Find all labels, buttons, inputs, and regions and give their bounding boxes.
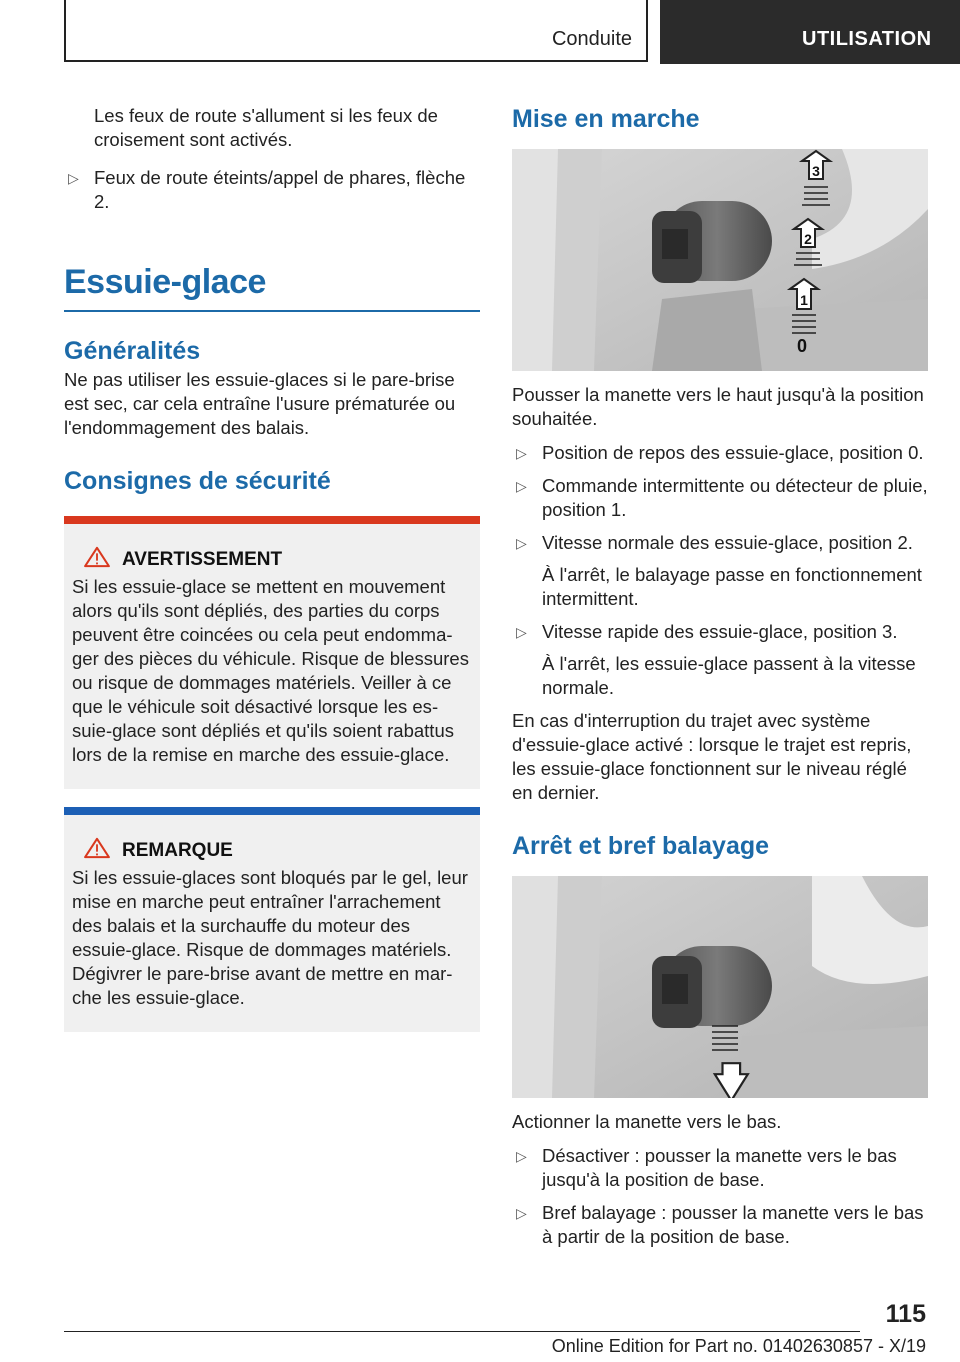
fig-label-3: 3 (812, 163, 820, 179)
fig-label-0: 0 (796, 336, 808, 356)
left-column (64, 104, 480, 1032)
heading-general: Généralités (64, 337, 201, 365)
footer-edition: Online Edition for Part no. 01402630857 - X/19 (551, 1336, 926, 1356)
interrupt-text: En cas d'interruption du trajet avec système d'essuie-glace activé : lorsque le trajet est repris, les essuie-glace fonctionnent sur le niveau réglé en dernier. (512, 710, 912, 803)
header-section-label: Conduite (551, 28, 632, 50)
note-title-row (72, 837, 472, 864)
bullet-start-2 (512, 531, 928, 611)
bullet-start-3-text: Vitesse rapide des essuie-glace, position 3. (542, 621, 898, 642)
bullet-start-3 (512, 620, 928, 700)
header-chapter-tab (660, 0, 960, 64)
triangle-right-icon: ▷ (516, 1205, 527, 1221)
note-box (64, 807, 480, 1032)
figure-wiper-lever-down (512, 876, 928, 1098)
triangle-right-icon: ▷ (516, 478, 527, 494)
general-text: Ne pas utiliser les essuie-glaces si le pare-brise est sec, car cela entraîne l'usure prématurée ou l'endommagement des balais. (64, 369, 456, 438)
bullet-start-1-text: Commande intermittente ou détecteur de pluie, position 1. (542, 475, 928, 520)
heading-safety: Consignes de sécurité (64, 467, 331, 495)
warning-triangle-icon (82, 546, 112, 568)
header-chapter-label: UTILISATION (802, 28, 932, 50)
bullet-start-2-sub: À l'arrêt, le balayage passe en fonctionnement intermittent. (542, 564, 922, 609)
bullet-start-3-sub: À l'arrêt, les essuie-glace passent à la vitesse normale. (542, 653, 916, 698)
triangle-right-icon: ▷ (516, 535, 527, 551)
warning-text: Si les essuie-glace se mettent en mouvement alors qu'ils sont dépliés, des parties du corps peuvent être coincées ou cela peut endommager des pièces du véhicule. Risque de blessures ou risque de dommages matériels. Veiller à ce que le véhicule soit désactivé lorsque les essuie-glace sont dépliés et qu'ils soient rabattus lors de la remise en marche des essuie-glace. (72, 576, 469, 765)
bullet-stop-1-text: Bref balayage : pousser la manette vers le bas à partir de la position de base. (542, 1202, 924, 1247)
figure-wiper-lever-up (512, 149, 928, 371)
bullet-start-0 (512, 441, 928, 465)
bullet-stop-1 (512, 1201, 928, 1249)
fig-label-2: 2 (804, 231, 812, 247)
footer-divider (64, 1331, 860, 1332)
bullet-start-2-text: Vitesse normale des essuie-glace, position 2. (542, 532, 913, 553)
bullet-start-1 (512, 474, 928, 522)
warning-title-row (72, 546, 472, 573)
triangle-right-icon: ▷ (516, 445, 527, 461)
bullet-stop-0-text: Désactiver : pousser la manette vers le bas jusqu'à la position de base. (542, 1145, 897, 1190)
right-column (512, 104, 928, 1249)
warning-triangle-icon (82, 837, 112, 859)
fig-label-1: 1 (800, 292, 808, 308)
section-title-wipers: Essuie-glace (64, 262, 480, 312)
triangle-right-icon: ▷ (516, 624, 527, 640)
bullet-stop-0 (512, 1144, 928, 1192)
warning-title: AVERTISSEMENT (122, 549, 283, 570)
bullet-flash-text: Feux de route éteints/appel de phares, flèche 2. (94, 167, 466, 212)
intro-continuation: Les feux de route s'allument si les feux de croisement sont activés. (94, 105, 438, 150)
bullet-flash (64, 166, 480, 214)
warning-box (64, 516, 480, 789)
start-text: Pousser la manette vers le haut jusqu'à la position souhaitée. (512, 384, 924, 429)
triangle-right-icon: ▷ (68, 170, 79, 186)
note-text: Si les essuie-glaces sont bloqués par le gel, leur mise en marche peut entraîner l'arrachement des balais et la surchauffe du moteur des essuie-glace. Risque de dommages matériels. Dégivrer le pare-brise avant de mettre en marche les essuie-glace. (72, 867, 468, 1008)
triangle-right-icon: ▷ (516, 1148, 527, 1164)
note-title: REMARQUE (122, 840, 233, 861)
heading-start: Mise en marche (512, 105, 700, 133)
bullet-start-0-text: Position de repos des essuie-glace, position 0. (542, 442, 924, 463)
stop-text: Actionner la manette vers le bas. (512, 1111, 782, 1132)
header-section-tab (64, 0, 648, 62)
heading-stop: Arrêt et bref balayage (512, 832, 770, 860)
page-number: 115 (885, 1300, 926, 1328)
